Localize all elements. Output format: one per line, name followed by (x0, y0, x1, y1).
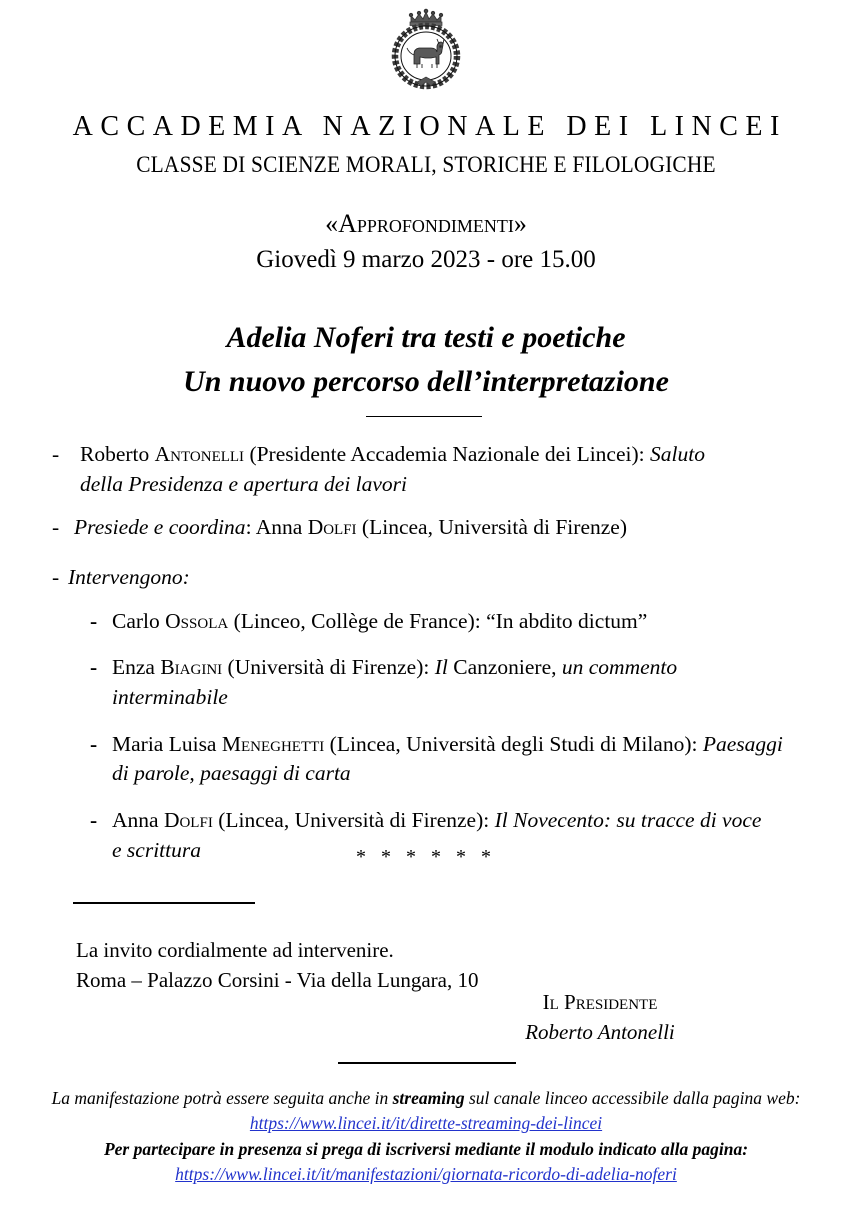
divider-under-title (366, 416, 482, 417)
speaker-surname: Ossola (165, 608, 229, 633)
entry-dash: - (90, 807, 98, 832)
emblem-container (0, 6, 852, 90)
speaker-affiliation: (Università di Firenze): (222, 655, 435, 680)
speaker-affiliation: (Lincea, Università degli Studi di Milano): (324, 731, 703, 756)
speaker-first-name: Enza (112, 655, 161, 680)
signature-title: Il Presidente (542, 990, 658, 1014)
closing-venue: Roma – Palazzo Corsini - Via della Lungara, 10 (76, 967, 479, 992)
streaming-note-suffix: sul canale linceo accessibile dalla pagina web: (464, 1088, 801, 1108)
entry-dash: - (90, 731, 98, 756)
entry-dash: - (52, 515, 60, 540)
talk-title-part: Paesaggi (702, 731, 783, 756)
academy-title: ACCADEMIA NAZIONALE DEI LINCEI (72, 111, 787, 142)
talk-title-italic-part-2: un commento (561, 655, 678, 680)
talk-title-part: Il Novecento: su tracce di voce (494, 807, 762, 832)
entry-dash: - (90, 655, 98, 680)
event-date: Giovedì 9 marzo 2023 - ore 15.00 (256, 246, 596, 273)
program-entry-chair (52, 513, 798, 543)
talk-title-continuation: interminabile (112, 684, 228, 709)
divider-footer (338, 1062, 516, 1064)
speaker-affiliation: (Presidente Accademia Nazionale dei Lincei): (244, 442, 650, 466)
streaming-note (0, 1086, 852, 1111)
speaker-surname: Meneghetti (221, 731, 325, 756)
chair-separator: : (245, 515, 256, 540)
program-list (52, 440, 798, 882)
talk-title-roman-part: Canzoniere, (447, 655, 562, 680)
program-entry-speaker (68, 607, 798, 637)
registration-link[interactable]: https://www.lincei.it/it/manifestazioni/giornata-ricordo-di-adelia-noferi (175, 1164, 677, 1185)
speaker-first-name: Carlo (112, 608, 166, 633)
registration-note: Per partecipare in presenza si prega di iscriversi mediante il modulo indicato alla pagina: (103, 1138, 749, 1159)
entry-dash: - (90, 608, 98, 633)
program-entry-speaker (68, 653, 798, 712)
talk-title-continuation: della Presidenza e apertura dei lavori (80, 471, 408, 496)
program-entry-speaker (68, 730, 798, 789)
page-title-line-2: Un nuovo percorso dell’interpretazione (183, 364, 669, 398)
chair-first-name: Anna (255, 515, 308, 540)
speaker-surname: Biagini (160, 655, 223, 680)
speaker-affiliation: (Linceo, Collège de France): (228, 608, 487, 633)
page-title (0, 316, 852, 403)
talk-title: “In abdito dictum” (486, 608, 648, 633)
speaker-first-name: Maria Luisa (112, 731, 222, 756)
chair-affiliation: (Lincea, Università di Firenze) (356, 515, 627, 540)
talk-title-part: Saluto (650, 442, 705, 466)
streaming-keyword: streaming (392, 1088, 465, 1108)
speaker-first-name: Anna (112, 807, 164, 832)
talk-title-italic-part: Il (434, 655, 448, 680)
speaker-surname: Dolfi (163, 807, 213, 832)
closing-invitation: La invito cordialmente ad intervenire. (76, 938, 394, 962)
program-entry-opening (52, 440, 798, 499)
asterisk-separator: * * * * * * (356, 846, 496, 868)
entry-dash: - (52, 442, 60, 466)
talk-title-continuation: di parole, paesaggi di carta (112, 761, 351, 786)
divider-left (73, 902, 255, 904)
closing-block (76, 936, 479, 996)
speaker-surname: Antonelli (154, 442, 245, 466)
signature-name: Roberto Antonelli (525, 1020, 675, 1045)
series-name: «Approfondimenti» (325, 209, 527, 238)
accademia-dei-lincei-emblem-icon (387, 6, 465, 90)
speakers-label-text: Intervengono: (68, 564, 190, 589)
academy-class-subtitle: CLASSE DI SCIENZE MORALI, STORICHE E FILOLOGICHE (136, 152, 716, 177)
entry-dash: - (52, 564, 60, 589)
signature-block (470, 987, 730, 1048)
streaming-link[interactable]: https://www.lincei.it/it/dirette-streaming-dei-lincei (249, 1113, 603, 1134)
page-title-line-1: Adelia Noferi tra testi e poetiche (226, 321, 626, 354)
speakers-section-label (52, 563, 798, 593)
speaker-first-name: Roberto (80, 442, 155, 466)
footer-block (0, 1086, 852, 1188)
talk-title-continuation: e scrittura (112, 837, 201, 862)
chair-role: Presiede e coordina (74, 515, 246, 540)
streaming-note-prefix: La manifestazione potrà essere seguita anche in (51, 1088, 393, 1108)
speaker-affiliation: (Lincea, Università di Firenze): (212, 807, 495, 832)
chair-surname: Dolfi (307, 515, 357, 540)
